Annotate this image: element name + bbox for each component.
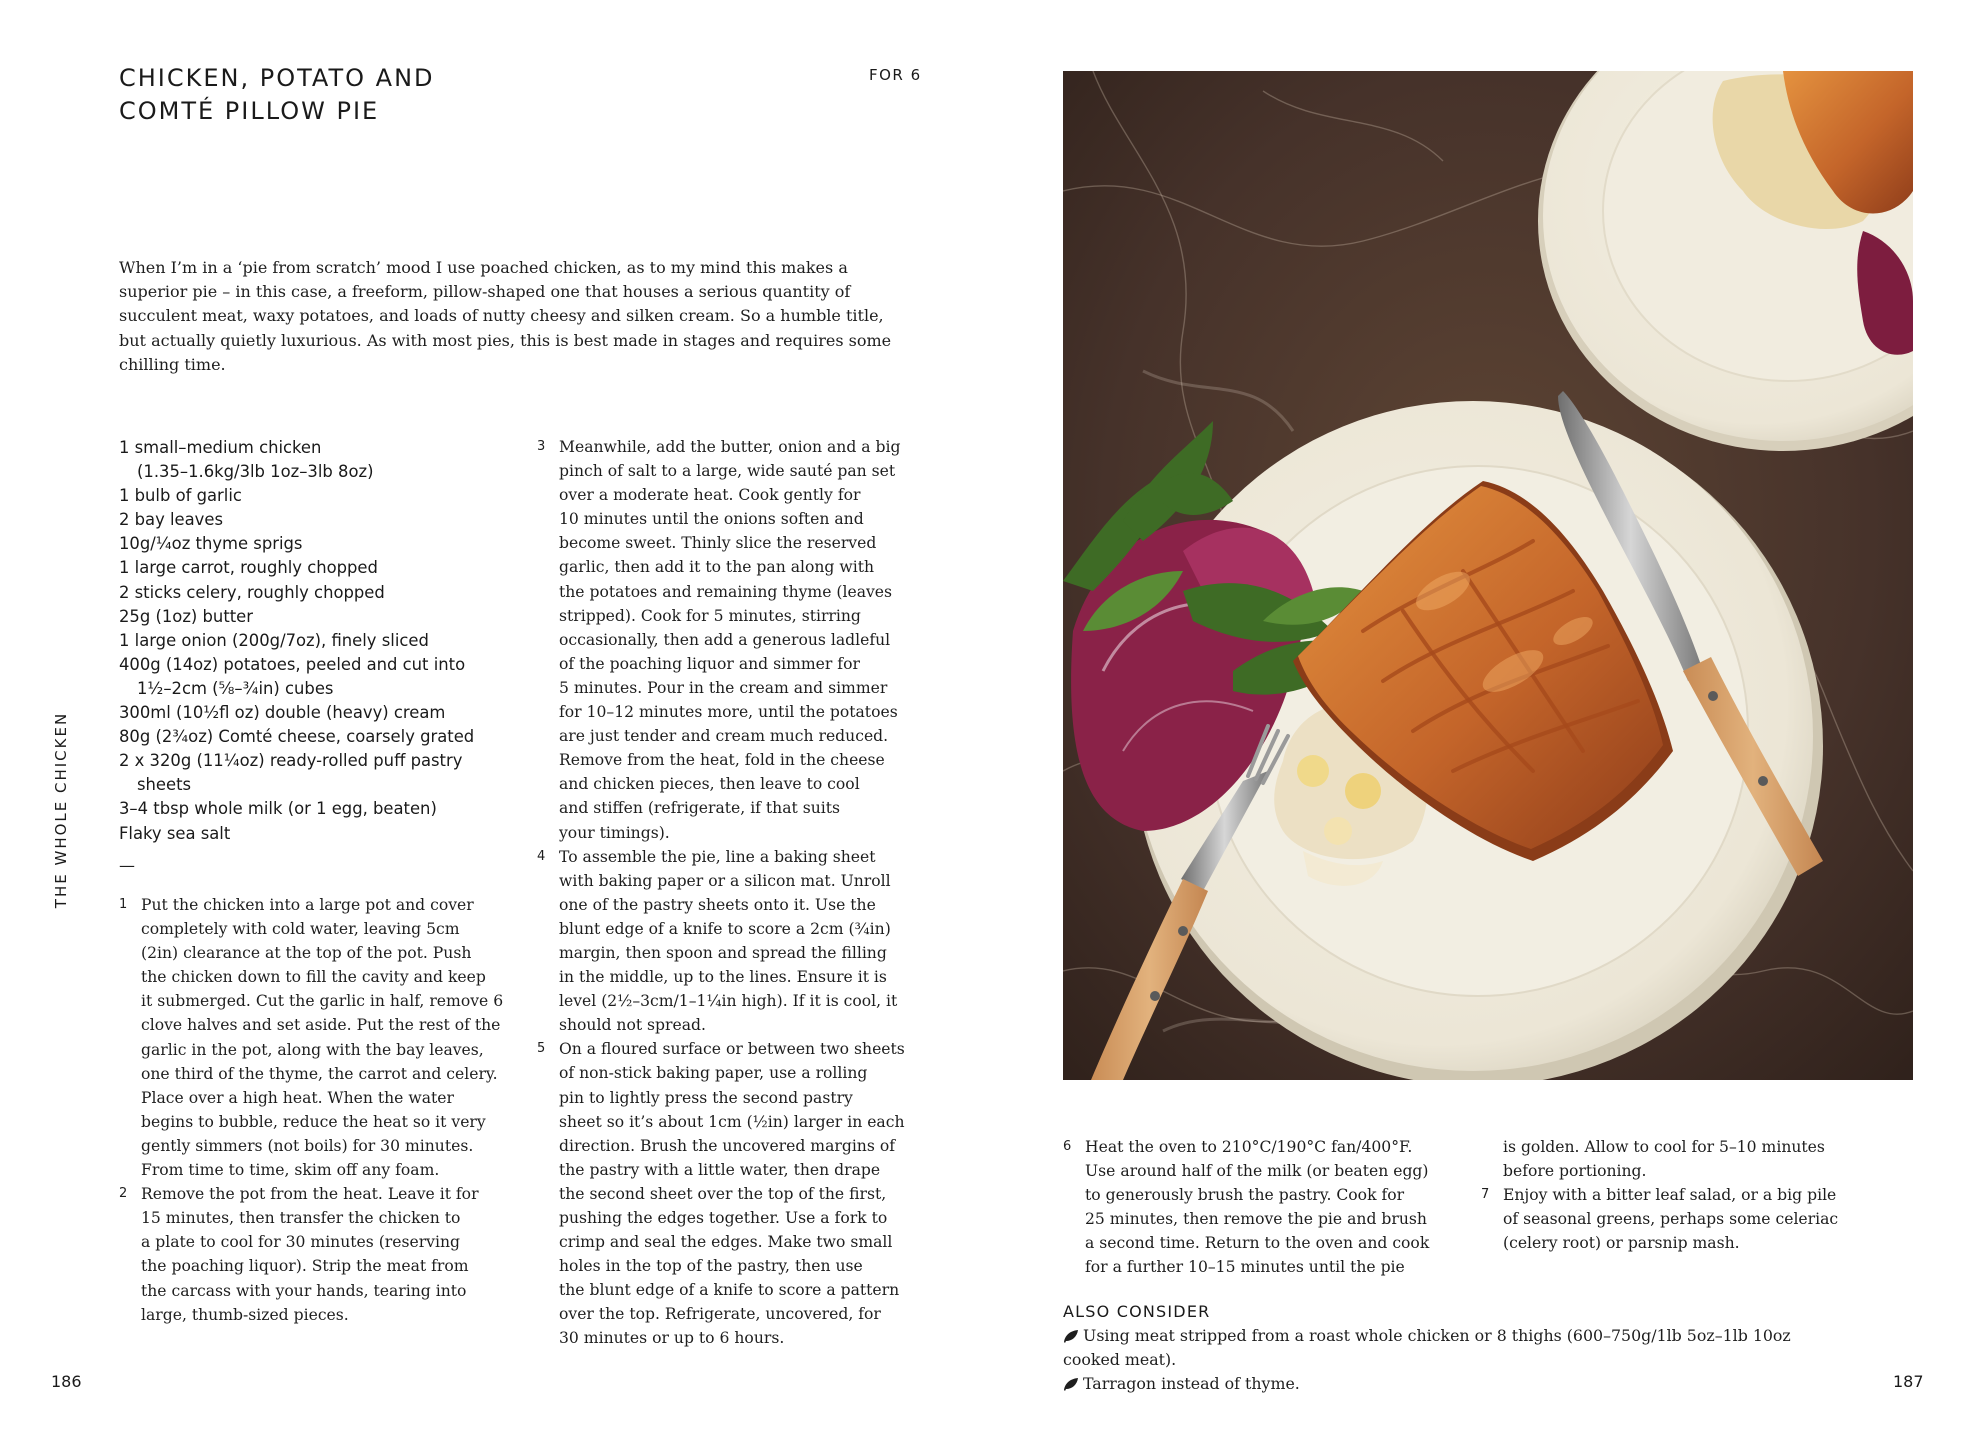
- step-number: 7: [1481, 1187, 1490, 1203]
- also-consider-item: [1063, 1324, 1913, 1348]
- step-line: 10 minutes until the onions soften and: [559, 510, 864, 529]
- step-line: the potatoes and remaining thyme (leaves: [559, 582, 893, 601]
- method-step-5: [537, 1037, 937, 1350]
- step-line: garlic, then add it to the pan along with: [559, 558, 875, 577]
- ingredient-item: 25g (1oz) butter: [119, 606, 253, 626]
- step-line: 25 minutes, then remove the pie and brush: [1085, 1210, 1427, 1229]
- page-number-left: 186: [51, 1372, 82, 1391]
- recipe-title-line: CHICKEN, POTATO AND: [119, 64, 435, 92]
- step-line: Place over a high heat. When the water: [141, 1088, 454, 1107]
- also-consider-line: Tarragon instead of thyme.: [1083, 1374, 1300, 1394]
- also-consider-line: cooked meat).: [1063, 1350, 1177, 1370]
- step-line: and stiffen (refrigerate, if that suits: [559, 799, 841, 818]
- also-consider-item-continued: [1063, 1348, 1913, 1372]
- recipe-photo: [1063, 71, 1913, 1080]
- method-step-6-continued: [1481, 1135, 1901, 1183]
- ingredient-item: 2 x 320g (11¼oz) ready-rolled puff pastry: [119, 751, 463, 771]
- step-number: 4: [537, 848, 546, 864]
- step-line: blunt edge of a knife to score a 2cm (¾in): [559, 919, 891, 938]
- step-line: the second sheet over the top of the first,: [559, 1184, 887, 1203]
- step-line: completely with cold water, leaving 5cm: [141, 920, 460, 939]
- intro-line: When I’m in a ‘pie from scratch’ mood I use poached chicken, as to my mind this makes a: [119, 258, 848, 277]
- step-line: over the top. Refrigerate, uncovered, for: [559, 1305, 881, 1324]
- ingredient-item: 1½–2cm (⅝–¾in) cubes: [137, 678, 334, 698]
- recipe-title-line: COMTÉ PILLOW PIE: [119, 97, 380, 125]
- step-number: 1: [119, 897, 128, 912]
- step-line: (2in) clearance at the top of the pot. Push: [141, 944, 472, 963]
- serves-label: FOR 6: [869, 66, 922, 84]
- ingredient-item: 400g (14oz) potatoes, peeled and cut into: [119, 654, 466, 674]
- step-number: 6: [1063, 1139, 1072, 1154]
- intro-line: but actually quietly luxurious. As with most pies, this is best made in stages and requires some: [119, 330, 892, 350]
- step-line: sheet so it’s about 1cm (½in) larger in each: [559, 1112, 905, 1131]
- ingredient-item: sheets: [137, 775, 192, 795]
- step-line: to generously brush the pastry. Cook for: [1085, 1186, 1405, 1205]
- ingredient-item: 80g (2¾oz) Comté cheese, coarsely grated: [119, 727, 475, 747]
- step-line: Use around half of the milk (or beaten egg): [1085, 1162, 1429, 1181]
- step-line: the poaching liquor). Strip the meat from: [141, 1257, 469, 1276]
- step-number: 5: [537, 1041, 546, 1057]
- step-line: crimp and seal the edges. Make two small: [559, 1233, 893, 1252]
- step-line: and chicken pieces, then leave to cool: [559, 775, 860, 794]
- ingredient-item: (1.35–1.6kg/3lb 1oz–3lb 8oz): [137, 462, 374, 482]
- method-step-4: [537, 845, 937, 1038]
- ingredients-list: [119, 436, 519, 846]
- step-line: of non-stick baking paper, use a rolling: [559, 1064, 868, 1083]
- step-number: 3: [537, 439, 546, 454]
- also-consider-line: Using meat stripped from a roast whole chicken or 8 thighs (600–750g/1lb 5oz–1lb 10oz: [1083, 1326, 1791, 1345]
- step-line: begins to bubble, reduce the heat so it very: [141, 1112, 486, 1131]
- method-step-2: [119, 1182, 519, 1327]
- step-line: one third of the thyme, the carrot and celery.: [141, 1064, 498, 1083]
- method-steps-col3: [1063, 1135, 1483, 1280]
- step-line: pinch of salt to a large, wide sauté pan set: [559, 462, 896, 481]
- step-line: clove halves and set aside. Put the rest of the: [141, 1016, 501, 1035]
- step-line: level (2½–3cm/1–1¼in high). If it is cool, it: [559, 992, 898, 1011]
- step-line: stripped). Cook for 5 minutes, stirring: [559, 606, 861, 625]
- ingredient-item: 1 large onion (200g/7oz), finely sliced: [119, 630, 429, 650]
- step-line: Meanwhile, add the butter, onion and a big: [559, 438, 901, 456]
- step-line: one of the pastry sheets onto it. Use the: [559, 895, 876, 914]
- ingredient-item: 1 bulb of garlic: [119, 486, 242, 506]
- step-line: it submerged. Cut the garlic in half, remove 6: [141, 992, 504, 1011]
- intro-line: succulent meat, waxy potatoes, and loads of nutty cheesy and silken cream. So a humble title,: [119, 306, 884, 326]
- also-consider-list: [1063, 1324, 1913, 1397]
- ingredient-item: Flaky sea salt: [119, 823, 231, 843]
- step-line: From time to time, skim off any foam.: [141, 1161, 440, 1180]
- step-line: Put the chicken into a large pot and cover: [141, 896, 474, 914]
- step-line: become sweet. Thinly slice the reserved: [559, 534, 877, 553]
- step-line: 5 minutes. Pour in the cream and simmer: [559, 678, 888, 697]
- step-line: To assemble the pie, line a baking sheet: [559, 847, 876, 866]
- step-line: in the middle, up to the lines. Ensure it is: [559, 968, 887, 987]
- section-label-text: THE WHOLE CHICKEN: [52, 711, 70, 909]
- ingredient-item: 1 large carrot, roughly chopped: [119, 558, 378, 578]
- recipe-title: [119, 62, 435, 128]
- step-line: the chicken down to fill the cavity and keep: [141, 968, 486, 987]
- step-line: should not spread.: [559, 1016, 706, 1035]
- step-line: a plate to cool for 30 minutes (reserving: [141, 1233, 460, 1252]
- step-line: your timings).: [559, 823, 670, 842]
- ingredient-item: 300ml (10½fl oz) double (heavy) cream: [119, 703, 446, 723]
- step-line: 15 minutes, then transfer the chicken to: [141, 1209, 461, 1228]
- leaf-icon: [1063, 1377, 1079, 1391]
- step-line: the blunt edge of a knife to score a pattern: [559, 1281, 900, 1300]
- step-line: large, thumb-sized pieces.: [141, 1305, 349, 1324]
- step-line: the carcass with your hands, tearing into: [141, 1281, 467, 1300]
- intro-line: chilling time.: [119, 354, 226, 374]
- method-step-1: [119, 893, 519, 1182]
- method-steps-col1: [119, 893, 519, 1327]
- intro-line: superior pie – in this case, a freeform, pillow-shaped one that houses a serious quantity of: [119, 282, 851, 302]
- step-line: of the poaching liquor and simmer for: [559, 654, 860, 673]
- step-line: before portioning.: [1503, 1162, 1647, 1181]
- step-line: with baking paper or a silicon mat. Unroll: [559, 871, 891, 890]
- step-line: holes in the top of the pastry, then use: [559, 1257, 863, 1276]
- method-step-3: [537, 435, 937, 845]
- ingredient-item: 2 bay leaves: [119, 510, 224, 530]
- step-line: Heat the oven to 210°C/190°C fan/400°F.: [1085, 1138, 1413, 1156]
- also-consider-title: ALSO CONSIDER: [1063, 1302, 1211, 1321]
- step-line: for 10–12 minutes more, until the potatoes: [559, 703, 898, 722]
- method-steps-col2: [537, 435, 937, 1351]
- step-number: 2: [119, 1186, 128, 1202]
- step-line: is golden. Allow to cool for 5–10 minutes: [1503, 1138, 1825, 1156]
- step-line: (celery root) or parsnip mash.: [1503, 1234, 1740, 1253]
- step-line: occasionally, then add a generous ladleful: [559, 630, 891, 649]
- step-line: 30 minutes or up to 6 hours.: [559, 1329, 785, 1348]
- step-line: pin to lightly press the second pastry: [559, 1088, 853, 1107]
- intro-paragraph: [119, 256, 909, 377]
- step-line: Enjoy with a bitter leaf salad, or a big pile: [1503, 1186, 1837, 1205]
- step-line: Remove the pot from the heat. Leave it for: [141, 1185, 479, 1204]
- page-number-right: 187: [1893, 1372, 1924, 1391]
- method-step-7: [1481, 1183, 1901, 1255]
- ingredient-item: 1 small–medium chicken: [119, 438, 322, 457]
- ingredient-item: 10g/¼oz thyme sprigs: [119, 534, 303, 554]
- section-divider: —: [119, 856, 135, 875]
- step-line: for a further 10–15 minutes until the pie: [1085, 1258, 1405, 1277]
- step-line: garlic in the pot, along with the bay leaves,: [141, 1040, 484, 1059]
- step-line: gently simmers (not boils) for 30 minutes.: [141, 1136, 474, 1155]
- method-step-6: [1063, 1135, 1483, 1280]
- step-line: are just tender and cream much reduced.: [559, 727, 889, 746]
- leaf-icon: [1063, 1329, 1079, 1343]
- ingredient-item: 2 sticks celery, roughly chopped: [119, 582, 385, 602]
- step-line: direction. Brush the uncovered margins of: [559, 1136, 895, 1155]
- step-line: of seasonal greens, perhaps some celeriac: [1503, 1210, 1839, 1229]
- method-steps-col4: [1481, 1135, 1901, 1255]
- step-line: Remove from the heat, fold in the cheese: [559, 751, 885, 770]
- step-line: pushing the edges together. Use a fork to: [559, 1209, 888, 1227]
- step-line: margin, then spoon and spread the filling: [559, 943, 887, 962]
- step-line: the pastry with a little water, then drape: [559, 1160, 881, 1179]
- step-line: over a moderate heat. Cook gently for: [559, 486, 861, 505]
- also-consider-item: [1063, 1372, 1913, 1396]
- step-line: a second time. Return to the oven and cook: [1085, 1234, 1430, 1253]
- ingredient-item: 3–4 tbsp whole milk (or 1 egg, beaten): [119, 799, 437, 819]
- step-line: On a floured surface or between two sheets: [559, 1040, 905, 1059]
